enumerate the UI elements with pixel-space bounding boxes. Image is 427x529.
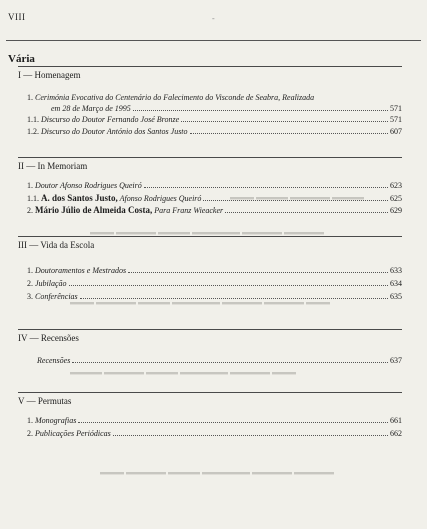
section-heading: IV — Recensões bbox=[18, 333, 79, 343]
leader-dots bbox=[203, 199, 388, 201]
entry-page: 635 bbox=[390, 292, 402, 301]
entry-page: 662 bbox=[390, 429, 402, 438]
section-homenagem bbox=[18, 66, 402, 80]
section-heading: V — Permutas bbox=[18, 396, 72, 406]
toc-entry bbox=[27, 279, 402, 288]
toc-entry bbox=[27, 93, 402, 102]
leader-dots bbox=[133, 109, 388, 111]
leader-dots bbox=[144, 186, 388, 188]
entry-page: 637 bbox=[390, 356, 402, 365]
entry-title: Conferências bbox=[35, 292, 78, 301]
entry-title: Para Franz Wieacker bbox=[154, 206, 224, 215]
entry-title: Doutor Afonso Rodrigues Queiró bbox=[35, 181, 142, 190]
entry-number: 3. bbox=[27, 292, 33, 301]
section-memoriam bbox=[18, 157, 402, 171]
section-recensoes bbox=[18, 329, 402, 343]
entry-page: 623 bbox=[390, 181, 402, 190]
toc-entry bbox=[27, 115, 402, 124]
section-heading: I — Homenagem bbox=[18, 70, 81, 80]
page-title: Vária bbox=[8, 53, 35, 65]
toc-entry bbox=[27, 429, 402, 438]
toc-entry bbox=[27, 193, 402, 203]
entry-title: Cerimónia Evocativa do Centenário do Falecimento do Visconde de Seabra, Realizada bbox=[35, 93, 315, 102]
entry-page: 634 bbox=[390, 279, 402, 288]
section-permutas bbox=[18, 392, 402, 406]
toc-entry bbox=[27, 266, 402, 275]
entry-number: 1. bbox=[27, 93, 33, 102]
toc-entry bbox=[27, 416, 402, 425]
entry-title: Afonso Rodrigues Queiró bbox=[119, 194, 202, 203]
entry-page: 633 bbox=[390, 266, 402, 275]
bleed-through-text: ▬▬▬ ▬▬▬▬▬ ▬▬▬▬ ▬▬▬▬▬▬ ▬▬▬▬▬ ▬▬▬▬▬ ▬▬▬ bbox=[70, 300, 330, 309]
bleed-through-text: ▬▬▬▬ ▬▬▬▬▬ ▬▬▬▬ ▬▬▬▬▬▬ ▬▬▬▬▬ ▬▬▬ bbox=[70, 370, 296, 379]
entry-page: 607 bbox=[390, 127, 402, 136]
entry-number: 1. bbox=[27, 266, 33, 275]
leader-dots bbox=[78, 421, 388, 423]
entry-title: Doutoramentos e Mestrados bbox=[35, 266, 127, 275]
entry-page: 625 bbox=[390, 194, 402, 203]
toc-entry bbox=[27, 127, 402, 136]
entry-number: 1. bbox=[27, 181, 33, 190]
entry-number: 1.2. bbox=[27, 127, 39, 136]
entry-title-continued: em 28 de Março de 1995 bbox=[51, 104, 131, 113]
entry-page: 661 bbox=[390, 416, 402, 425]
entry-title: Discurso do Doutor Fernando José Bronze bbox=[41, 115, 180, 124]
entry-number: 1.1. bbox=[27, 194, 39, 203]
leader-dots bbox=[69, 284, 388, 286]
entry-number: 2. bbox=[27, 279, 33, 288]
leader-dots bbox=[190, 132, 388, 134]
toc-entry bbox=[51, 104, 402, 113]
entry-title: Recensões bbox=[37, 356, 71, 365]
leader-dots bbox=[80, 297, 388, 299]
page-number: VIII bbox=[8, 12, 26, 22]
section-escola bbox=[18, 236, 402, 250]
entry-number: 1.1. bbox=[27, 115, 39, 124]
toc-entry bbox=[37, 356, 402, 365]
page-mark: - bbox=[212, 14, 215, 23]
entry-author: Mário Júlio de Almeida Costa, bbox=[35, 205, 153, 215]
entry-title: Monografias bbox=[35, 416, 77, 425]
entry-number: 1. bbox=[27, 416, 33, 425]
toc-entry bbox=[27, 205, 402, 215]
bleed-through-text: ▬▬▬ ▬▬▬▬ ▬▬▬▬▬ ▬▬▬▬ bbox=[230, 195, 364, 204]
entry-title: Jubilação bbox=[35, 279, 67, 288]
entry-number: 2. bbox=[27, 429, 33, 438]
leader-dots bbox=[225, 211, 388, 213]
entry-page: 571 bbox=[390, 115, 402, 124]
leader-dots bbox=[181, 120, 388, 122]
entry-title: Publicações Periódicas bbox=[35, 429, 111, 438]
entry-author: A. dos Santos Justo, bbox=[41, 193, 118, 203]
top-rule bbox=[6, 40, 421, 41]
entry-title: Discurso do Doutor António dos Santos Justo bbox=[41, 127, 188, 136]
toc-entry bbox=[27, 292, 402, 301]
bleed-through-text: ▬▬▬ ▬▬▬▬▬ ▬▬▬▬ ▬▬▬▬▬▬ ▬▬▬▬▬ ▬▬▬▬▬ bbox=[100, 470, 334, 479]
section-heading: II — In Memoriam bbox=[18, 161, 88, 171]
section-heading: III — Vida da Escola bbox=[18, 240, 95, 250]
leader-dots bbox=[128, 271, 388, 273]
bleed-through-text: ▬▬▬ ▬▬▬▬▬ ▬▬▬▬ ▬▬▬▬▬▬ ▬▬▬▬▬ ▬▬▬▬▬ bbox=[90, 230, 324, 239]
entry-number: 2. bbox=[27, 206, 33, 215]
leader-dots bbox=[72, 361, 388, 363]
toc-entry bbox=[27, 181, 402, 190]
entry-page: 629 bbox=[390, 206, 402, 215]
leader-dots bbox=[113, 434, 388, 436]
entry-page: 571 bbox=[390, 104, 402, 113]
